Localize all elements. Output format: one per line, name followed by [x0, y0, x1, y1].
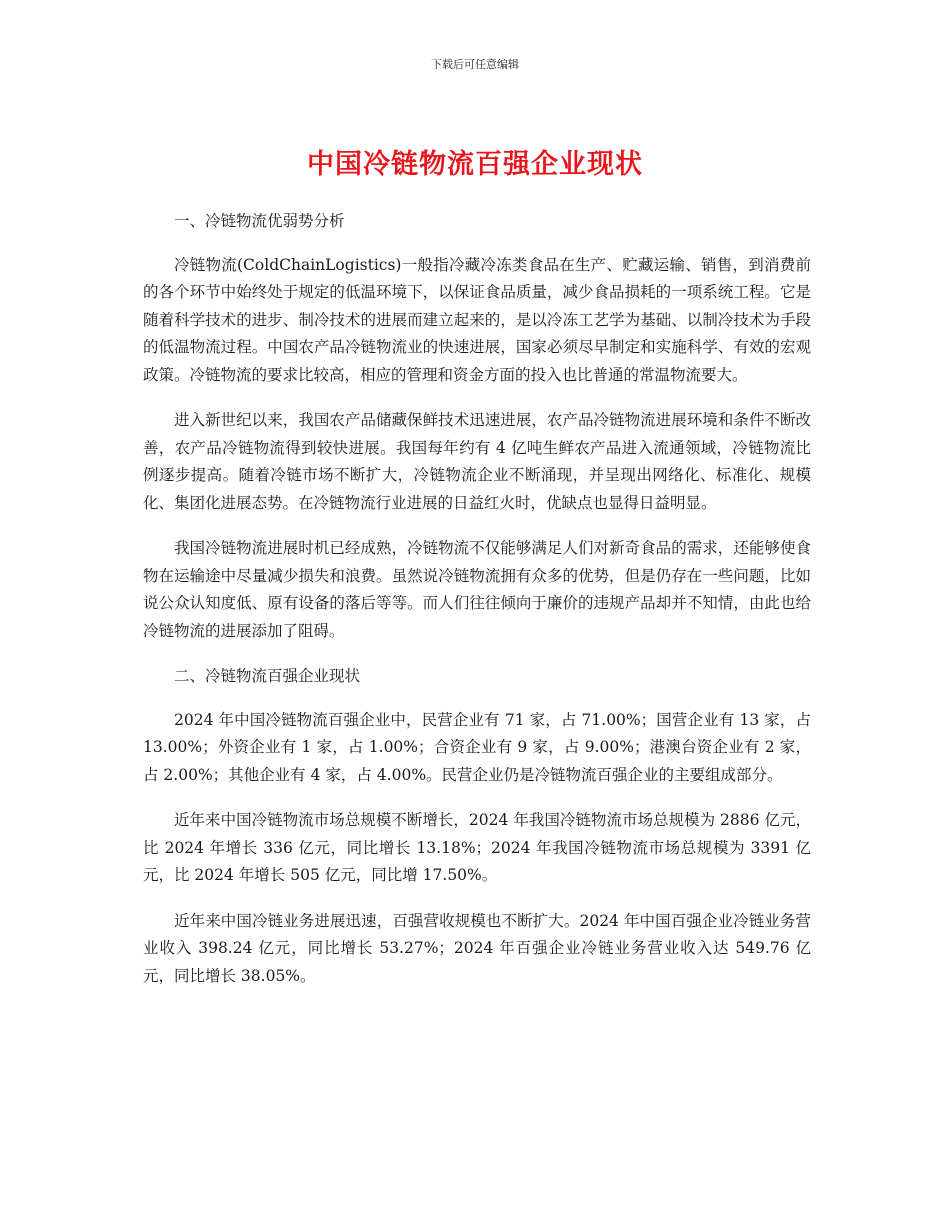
page-header-note: 下载后可任意编辑: [431, 58, 519, 71]
paragraph: 我国冷链物流进展时机已经成熟，冷链物流不仅能够满足人们对新奇食品的需求，还能够使食物在运输途中尽量减少损失和浪费。虽然说冷链物流拥有众多的优势，但是仍存在一些问题，比如说公众认知度低、原有设备的落后等等。而人们往往倾向于廉价的违规产品却并不知情，由此也给冷链物流的进展添加了阻碍。: [143, 539, 811, 640]
paragraph: 2024 年中国冷链物流百强企业中，民营企业有 71 家，占 71.00%；国营企业有 13 家，占 13.00%；外资企业有 1 家，占 1.00%；合资企业有 9 家，占 9.00%；港澳台资企业有 2 家，占 2.00%；其他企业有 4 家，占 4.00%。民营企业仍是冷链物流百强企业的主要组成部分。: [143, 710, 811, 784]
document-title: 中国冷链物流百强企业现状: [307, 149, 643, 180]
document-body: [143, 208, 811, 1008]
paragraph: 进入新世纪以来，我国农产品储藏保鲜技术迅速进展，农产品冷链物流进展环境和条件不断改善，农产品冷链物流得到较快进展。我国每年约有 4 亿吨生鲜农产品进入流通领域，冷链物流比例逐步提高。随着冷链市场不断扩大，冷链物流企业不断涌现，并呈现出网络化、标准化、规模化、集团化进展态势。在冷链物流行业进展的日益红火时，优缺点也显得日益明显。: [143, 411, 811, 512]
paragraph: 近年来中国冷链业务进展迅速，百强营收规模也不断扩大。2024 年中国百强企业冷链业务营业收入 398.24 亿元，同比增长 53.27%；2024 年百强企业冷链业务营业收入达 549.76 亿元，同比增长 38.05%。: [143, 911, 811, 985]
paragraph: 冷链物流(ColdChainLogistics)一般指冷藏冷冻类食品在生产、贮藏运输、销售，到消费前的各个环节中始终处于规定的低温环境下，以保证食品质量，减少食品损耗的一项系统工程。它是随着科学技术的进步、制冷技术的进展而建立起来的，是以冷冻工艺学为基础、以制冷技术为手段的低温物流过程。中国农产品冷链物流业的快速进展，国家必须尽早制定和实施科学、有效的宏观政策。冷链物流的要求比较高，相应的管理和资金方面的投入也比普通的常温物流要大。: [143, 255, 811, 384]
section-heading-2: 二、冷链物流百强企业现状: [174, 667, 361, 685]
paragraph: 近年来中国冷链物流市场总规模不断增长，2024 年我国冷链物流市场总规模为 2886 亿元，比 2024 年增长 336 亿元，同比增长 13.18%；2024 年我国冷链物流市场总规模为 3391 亿元，比 2024 年增长 505 亿元，同比增 17.50%。: [143, 811, 811, 884]
section-heading-1: 一、冷链物流优弱势分析: [174, 212, 345, 230]
